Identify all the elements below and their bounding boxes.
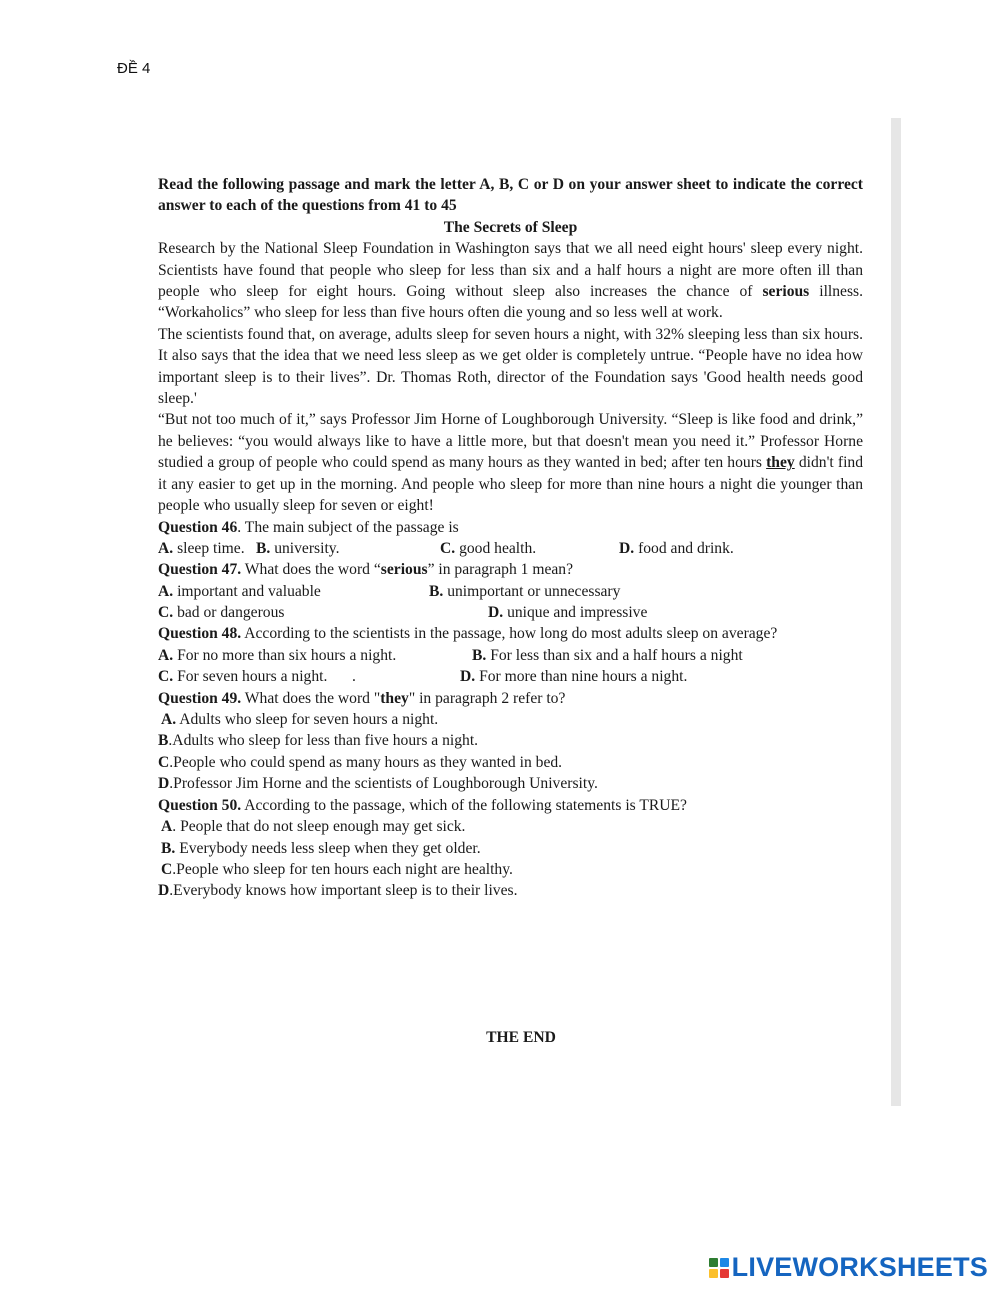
q50-option-c[interactable]: C.People who sleep for ten hours each night are healthy.	[161, 860, 513, 878]
highlighted-word-serious: serious	[762, 283, 810, 301]
passage-title: The Secrets of Sleep	[443, 218, 578, 236]
passage-paragraph-2: The scientists found that, on average, adults sleep for seven hours a night, with 32% sleeping less than six hours. It also says that the idea that we need less sleep as we get older is completely untrue. “People have no idea how important sleep is to their lives”. Dr. Thomas Roth, director of the Foundation says 'Good health needs good sleep.'	[158, 325, 863, 408]
question-47-stem: Question 47. What does the word “serious” in paragraph 1 mean?	[158, 561, 574, 579]
q46-option-b[interactable]: B. university.	[256, 539, 340, 557]
question-47-options-row-2	[158, 602, 863, 623]
passage-paragraph-3: “But not too much of it,” says Professor Jim Horne of Loughborough University. “Sleep is like food and drink,” he believes: “you would always like to have a little more, but that doesn't mean you need it.” Professor Horne studied a group of people who could spend as many hours as they wanted in bed; after ten hours they didn't find it any easier to get up in the morning. And people who sleep for more than nine hours a night die younger than people who usually sleep for seven or eight!	[158, 411, 863, 515]
q46-option-c[interactable]: C. good health.	[440, 539, 537, 557]
q48-option-d[interactable]: D. For more than nine hours a night.	[460, 668, 688, 686]
liveworksheets-brand[interactable]	[709, 1252, 988, 1283]
q47-option-d[interactable]: D. unique and impressive	[488, 604, 648, 622]
q49-option-a[interactable]: A. Adults who sleep for seven hours a night.	[161, 711, 439, 729]
q48-option-a[interactable]: A. For no more than six hours a night.	[158, 646, 397, 664]
question-46-options	[158, 538, 863, 559]
instruction-text: Read the following passage and mark the letter A, B, C or D on your answer sheet to indicate the correct answer to each of the questions from 41 to 45	[158, 176, 863, 215]
question-46-stem: Question 46. The main subject of the passage is	[158, 518, 459, 536]
q49-option-b[interactable]: B.Adults who sleep for less than five hours a night.	[158, 732, 479, 750]
passage-paragraph-1: Research by the National Sleep Foundation in Washington says that we all need eight hours' sleep every night. Scientists have found that people who sleep for less than six and a half hours a night are more often ill than people who sleep for eight hours. Going without sleep also increases the chance of serious illness. “Workaholics” who sleep for less than five hours often die young and so less well at work.	[158, 240, 863, 322]
liveworksheets-wordmark: LIVEWORKSHEETS	[731, 1252, 988, 1282]
liveworksheets-logo-icon	[709, 1258, 729, 1278]
q49-option-c[interactable]: C.People who could spend as many hours as they wanted in bed.	[158, 753, 563, 771]
highlighted-word-they: they	[766, 454, 795, 472]
q46-option-a[interactable]: A. sleep time.	[158, 539, 245, 557]
question-48-options-row-2	[158, 666, 863, 687]
page-side-bar	[891, 118, 901, 1106]
question-48-stem: Question 48. According to the scientists in the passage, how long do most adults sleep on average?	[158, 625, 778, 643]
question-49-stem: Question 49. What does the word "they" in paragraph 2 refer to?	[158, 689, 566, 707]
q49-option-d[interactable]: D.Professor Jim Horne and the scientists of Loughborough University.	[158, 775, 598, 793]
q50-option-a[interactable]: A. People that do not sleep enough may get sick.	[161, 818, 466, 836]
q48-option-c[interactable]: C. For seven hours a night.	[158, 668, 328, 686]
exam-code: ĐỀ 4	[117, 60, 151, 77]
worksheet-content	[158, 174, 863, 902]
question-47-options-row-1	[158, 581, 863, 602]
q47-option-b[interactable]: B. unimportant or unnecessary	[429, 582, 621, 600]
the-end-label: THE END	[486, 1029, 556, 1046]
q48-option-b[interactable]: B. For less than six and a half hours a night	[472, 646, 743, 664]
q47-option-c[interactable]: C. bad or dangerous	[158, 604, 285, 622]
q47-option-a[interactable]: A. important and valuable	[158, 582, 321, 600]
q48-stray-dot: .	[352, 668, 356, 686]
q50-option-d[interactable]: D.Everybody knows how important sleep is to their lives.	[158, 882, 518, 900]
question-48-options-row-1	[158, 645, 863, 666]
q46-option-d[interactable]: D. food and drink.	[619, 539, 734, 557]
q50-option-b[interactable]: B. Everybody needs less sleep when they get older.	[161, 839, 481, 857]
question-50-stem: Question 50. According to the passage, which of the following statements is TRUE?	[158, 796, 687, 814]
